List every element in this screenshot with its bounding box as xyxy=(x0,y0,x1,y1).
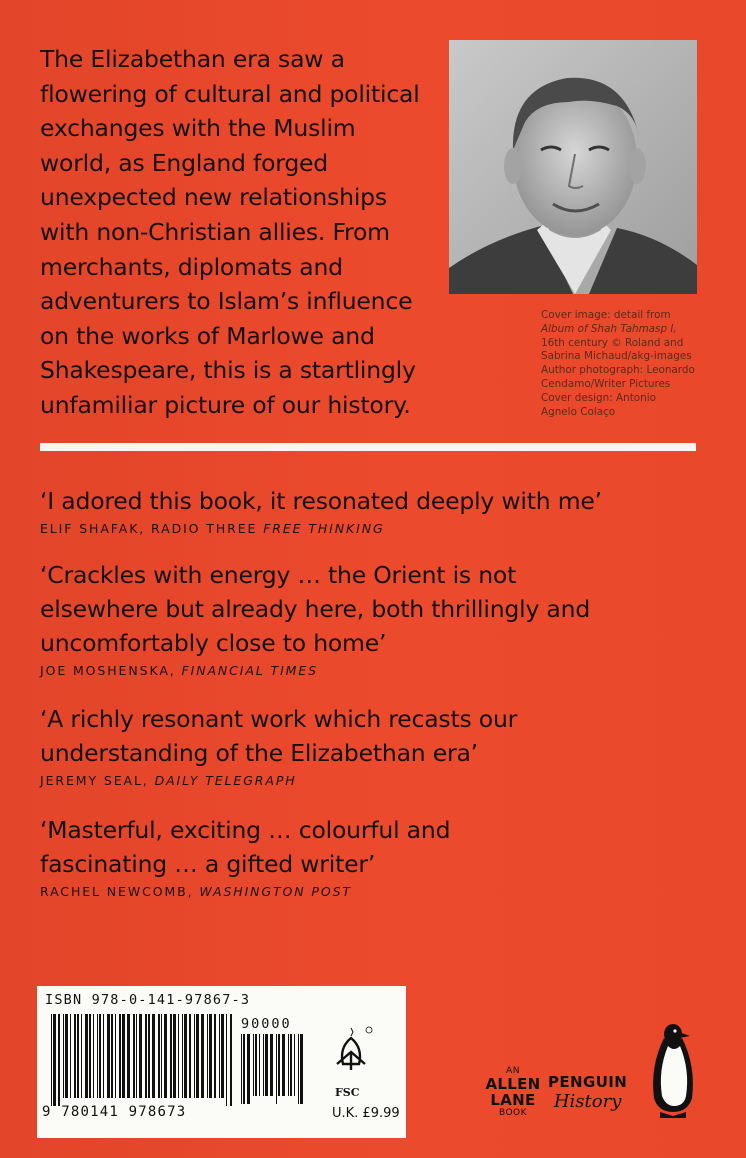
barcode-bar xyxy=(164,1014,167,1098)
barcode-bar xyxy=(161,1014,162,1098)
barcode-bar xyxy=(178,1014,179,1098)
addon-barcode-bars xyxy=(241,1034,307,1104)
credit-line: Cover image: detail from xyxy=(541,309,671,321)
barcode-bar xyxy=(97,1014,98,1098)
blurb-line: unexpected new relationships xyxy=(40,183,387,212)
barcode-bar xyxy=(136,1014,137,1098)
barcode-panel xyxy=(37,986,406,1138)
allen-lane-imprint xyxy=(478,1066,548,1118)
barcode-bar xyxy=(282,1034,285,1096)
quote-line: ‘Masterful, exciting … colourful and xyxy=(40,816,451,844)
barcode-bar xyxy=(152,1014,155,1098)
quote-line: understanding of the Elizabethan era’ xyxy=(40,739,478,767)
barcode-bar xyxy=(85,1014,88,1098)
review-publication: FINANCIAL TIMES xyxy=(181,663,318,678)
barcode-bar xyxy=(184,1014,187,1098)
review-author: JOE MOSHENSKA, xyxy=(40,663,176,678)
barcode-bar xyxy=(214,1014,216,1098)
barcode-bar xyxy=(107,1014,110,1098)
blurb-line: flowering of cultural and political xyxy=(40,79,420,108)
imprint-book: BOOK xyxy=(498,1108,528,1118)
blurb-line: Shakespeare, this is a startlingly xyxy=(40,356,416,385)
credit-line: 16th century © Roland and xyxy=(541,336,684,349)
barcode-bar xyxy=(255,1034,257,1096)
review-publication: FREE THINKING xyxy=(263,521,385,536)
barcode-bar xyxy=(209,1014,212,1098)
blurb-line: merchants, diplomats and xyxy=(40,252,343,281)
review-author: ELIF SHAFAK, RADIO THREE xyxy=(40,521,258,536)
imprint-an: AN xyxy=(506,1066,520,1076)
barcode-bar xyxy=(74,1014,76,1098)
quote-line: fascinating … a gifted writer’ xyxy=(40,850,376,878)
barcode-bar xyxy=(103,1014,104,1098)
barcode-bar xyxy=(148,1014,150,1098)
review-1 xyxy=(40,484,720,536)
barcode-bar xyxy=(115,1014,116,1098)
blurb-line: unfamiliar picture of our history. xyxy=(40,390,411,419)
review-source xyxy=(40,884,720,899)
price: U.K. £9.99 xyxy=(332,1106,400,1121)
review-source xyxy=(40,521,720,536)
credit-line: Author photograph: Leonardo xyxy=(541,364,695,377)
barcode-bar xyxy=(194,1014,195,1098)
barcode-bar xyxy=(139,1014,142,1098)
barcode-bar xyxy=(288,1034,289,1096)
barcode-bar xyxy=(77,1014,79,1098)
barcode-bar xyxy=(276,1034,277,1104)
review-quote xyxy=(40,484,720,518)
credit-line: Agnelo Colaço xyxy=(541,405,616,418)
barcode-bar xyxy=(63,1014,64,1098)
barcode-bar xyxy=(99,1014,101,1098)
imprint-lane: LANE xyxy=(490,1091,536,1109)
price-code: 90000 xyxy=(241,1016,292,1032)
barcode-bar xyxy=(127,1014,130,1098)
review-3 xyxy=(40,702,720,788)
barcode-bar xyxy=(290,1034,292,1096)
credit-line: Album of Shah Tahmasp I, xyxy=(541,322,677,335)
quote-line: uncomfortably close to home’ xyxy=(40,629,387,657)
credit-line: Cover design: Antonio xyxy=(541,391,656,404)
barcode-bar xyxy=(51,1014,52,1106)
barcode-bar xyxy=(243,1034,245,1104)
fsc-label: FSC xyxy=(335,1086,360,1099)
barcode-bar xyxy=(270,1034,273,1096)
barcode-bar xyxy=(265,1034,268,1096)
barcode-bar xyxy=(219,1014,220,1098)
series-brand: PENGUIN xyxy=(548,1073,628,1091)
divider xyxy=(40,443,696,451)
review-4 xyxy=(40,813,720,899)
blurb-line: The Elizabethan era saw a xyxy=(40,45,345,73)
barcode-bar xyxy=(230,1014,232,1106)
barcode-bar xyxy=(65,1014,68,1098)
barcode-bar xyxy=(182,1014,183,1098)
barcode-bars xyxy=(51,1014,233,1106)
review-publication: WASHINGTON POST xyxy=(199,884,352,899)
barcode-digits: 9 780141 978673 xyxy=(42,1104,187,1120)
review-quote xyxy=(40,702,720,770)
barcode-bar xyxy=(173,1014,176,1098)
isbn-text: ISBN 978-0-141-97867-3 xyxy=(45,992,251,1008)
barcode-bar xyxy=(263,1034,264,1096)
review-publication: DAILY TELEGRAPH xyxy=(154,773,297,788)
barcode-bar xyxy=(111,1014,113,1098)
series-logo xyxy=(548,1073,627,1112)
barcode-bar xyxy=(53,1014,56,1106)
fsc-logo-icon xyxy=(329,1024,373,1082)
barcode-bar xyxy=(133,1014,135,1098)
barcode-bar xyxy=(58,1014,60,1106)
barcode-bar xyxy=(294,1034,295,1096)
barcode-bar xyxy=(170,1014,172,1098)
quote-line: ‘Crackles with energy … the Orient is not xyxy=(40,561,517,589)
barcode-bar xyxy=(207,1014,208,1098)
barcode-bar xyxy=(278,1034,280,1096)
blurb-line: exchanges with the Muslim xyxy=(40,114,356,143)
blurb-line: on the works of Marlowe and xyxy=(40,321,375,350)
imprint-allen: ALLEN xyxy=(485,1075,541,1093)
review-quote xyxy=(40,813,720,881)
blurb-line: adventurers to Islam’s influence xyxy=(40,287,413,316)
barcode-bar xyxy=(122,1014,125,1098)
author-photo xyxy=(449,40,697,294)
barcode-bar xyxy=(201,1014,204,1098)
blurb-text xyxy=(40,42,440,423)
review-source xyxy=(40,773,720,788)
barcode-bar xyxy=(298,1034,299,1104)
barcode-bar xyxy=(300,1034,303,1104)
barcode-bar xyxy=(189,1014,191,1098)
review-source xyxy=(40,663,720,678)
barcode-bar xyxy=(196,1014,199,1098)
barcode-bar xyxy=(259,1034,260,1096)
series-line: History xyxy=(553,1091,622,1112)
quote-line: elsewhere but already here, both thrillingly and xyxy=(40,595,591,623)
barcode-bar xyxy=(93,1014,94,1098)
barcode-bar xyxy=(145,1014,147,1098)
barcode-bar xyxy=(226,1014,227,1106)
barcode-bar xyxy=(253,1034,254,1096)
barcode-bar xyxy=(89,1014,91,1098)
review-quote xyxy=(40,558,720,660)
cover-credits xyxy=(541,309,721,419)
barcode-bar xyxy=(158,1014,160,1098)
barcode-bar xyxy=(221,1014,224,1098)
quote-line: ‘A richly resonant work which recasts our xyxy=(40,705,518,733)
credit-line: Cendamo/Writer Pictures xyxy=(541,377,671,390)
barcode-bar xyxy=(70,1014,71,1098)
quote-line: ‘I adored this book, it resonated deeply with me’ xyxy=(40,487,602,515)
barcode-bar xyxy=(119,1014,121,1098)
review-2 xyxy=(40,558,720,678)
barcode-bar xyxy=(241,1034,242,1104)
barcode-bar xyxy=(81,1014,82,1098)
penguin-logo-icon xyxy=(646,1020,700,1120)
blurb-line: with non-Christian allies. From xyxy=(40,217,390,246)
credit-line: Sabrina Michaud/akg-images xyxy=(541,350,692,363)
review-author: RACHEL NEWCOMB, xyxy=(40,884,194,899)
review-author: JEREMY SEAL, xyxy=(40,773,149,788)
barcode-bar xyxy=(247,1034,250,1104)
blurb-line: world, as England forged xyxy=(40,148,329,177)
